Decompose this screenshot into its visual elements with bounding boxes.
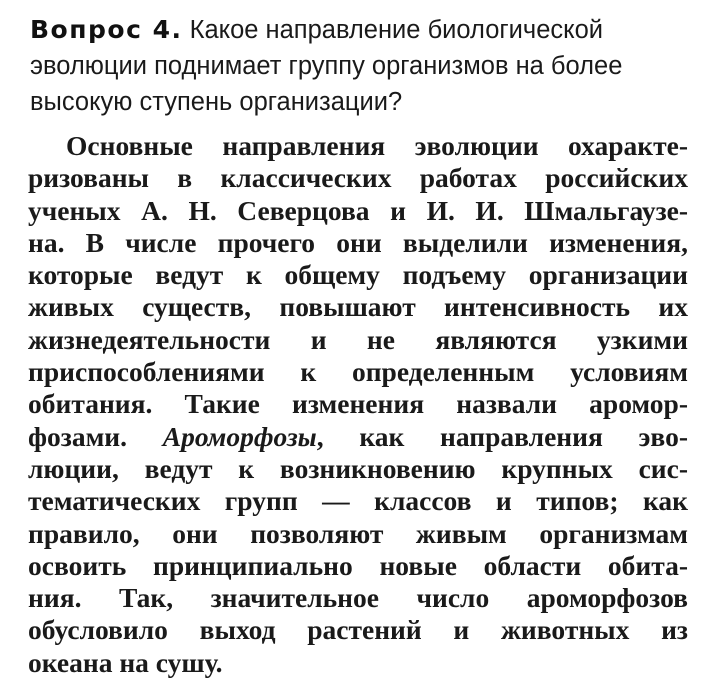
answer-line-1: Основные направления эволюции охаракте- [66,130,688,161]
question-line-1 [30,12,700,48]
answer-line-3: ученых А. Н. Северцова и И. И. Шмальгаузе- [28,194,688,226]
answer-line-10-end: , как направления эво- [316,420,689,452]
answer-line-10 [28,421,688,453]
answer-line-4: на. В числе прочего они выделили изменения, [28,226,688,258]
answer-line-15: ния. Так, значительное число ароморфозов [28,582,688,614]
answer-line-7: жизнедеятельности и не являются узкими [28,323,688,355]
answer-line-5: которые ведут к общему подъему организации [28,259,688,291]
answer-line-9: обитания. Такие изменения назвали аромор- [28,388,688,420]
answer-line-11: люции, ведут к возникновению крупных сис- [28,452,688,484]
answer-line-16: обусловило выход растений и животных из [28,614,688,646]
answer-line-8: приспособлениями к определенным условиям [28,356,688,388]
answer-line-12: тематических групп — классов и типов; как [28,485,688,517]
answer-line-13: правило, они позволяют живым организмам [28,517,688,549]
question-line-2: эволюции поднимает группу организмов на более [30,52,623,80]
question-line-3: высокую ступень организации? [30,88,403,116]
answer-line-6: живых существ, повышают интенсивность их [28,291,688,323]
answer-line-10-start: фозами. [28,420,163,452]
question-block [30,12,700,120]
answer-block [28,130,688,679]
answer-line-17: океана на сушу. [28,646,223,678]
answer-line-14: освоить принципиально новые области обита- [28,549,688,581]
question-label: Вопрос 4. [30,15,183,44]
answer-line-2: ризованы в классических работах российских [28,162,688,194]
question-text-1: Какое направление биологической [182,16,604,44]
term-aromorphoses: Ароморфозы [162,420,317,452]
